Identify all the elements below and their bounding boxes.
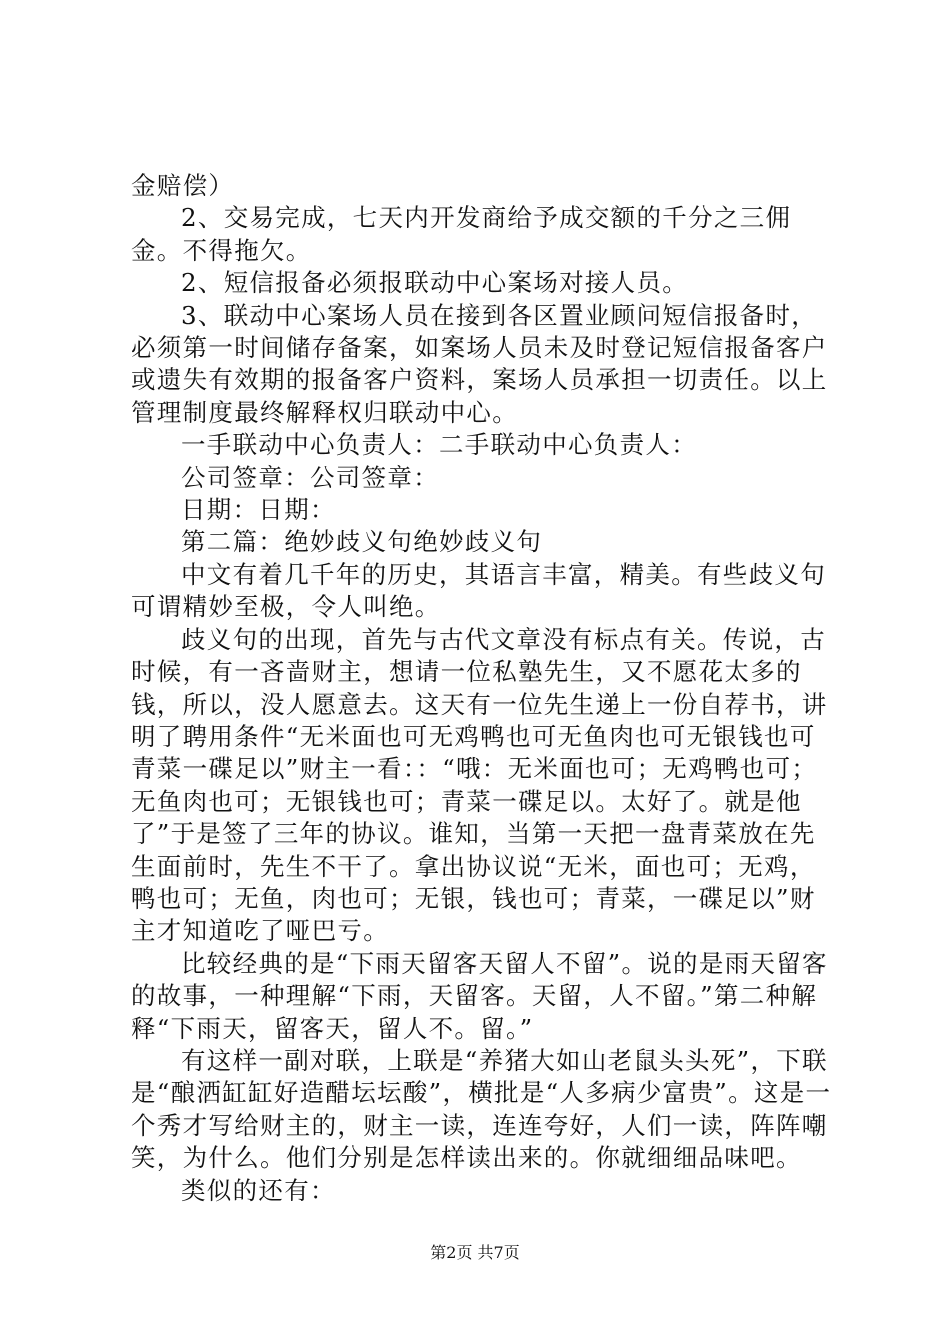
paragraph-9: 类似的还有： (181, 1175, 336, 1205)
signature-line-seal: 公司签章：公司签章： (181, 462, 439, 492)
section-heading: 第二篇：绝妙歧义句绝妙歧义句 (181, 527, 543, 557)
signature-line-date: 日期：日期： (181, 495, 336, 525)
paragraph-2: 2、交易完成，七天内开发商给予成交额的千分之三佣金。不得拖欠。 (131, 203, 792, 265)
paragraph-4: 3、联动中心案场人员在接到各区置业顾问短信报备时，必须第一时间储存备案，如案场人员未及时登记短信报备客户或遗失有效期的报备客户资料，案场人员承担一切责任。以上管理制度最终解释权归联动中心。 (131, 300, 828, 427)
document-body (131, 170, 835, 1207)
page-number: 第2页 共7页 (430, 1243, 520, 1262)
paragraph-8: 有这样一副对联，上联是“养猪大如山老鼠头头死”，下联是“酿洒缸缸好造醋坛坛酸”，横批是“人多病少富贵”。这是一个秀才写给财主的，财主一读，连连夸好，人们一读，阵阵嘲笑，为什么。他们分别是怎样读出来的。你就细细品味吧。 (131, 1045, 832, 1173)
signature-line-responsible: 一手联动中心负责人：二手联动中心负责人： (181, 430, 697, 460)
page-footer (0, 1242, 950, 1264)
paragraph-3: 2、短信报备必须报联动中心案场对接人员。 (181, 268, 689, 298)
paragraph-5: 中文有着几千年的历史，其语言丰富，精美。有些歧义句可谓精妙至极，令人叫绝。 (131, 559, 826, 622)
paragraph-6: 歧义句的出现，首先与古代文章没有标点有关。传说，古时候，有一吝啬财主，想请一位私塾先生，又不愿花太多的钱，所以，没人愿意去。这天有一位先生递上一份自荐书，讲明了聘用条件“无米面也可无鸡鸭也可无鱼肉也可无银钱也可青菜一碟足以”财主一看：：“哦：无米面也可；无鸡鸭也可；无鱼肉也可；无银钱也可；青菜一碟足以。太好了。就是他了”于是签了三年的协议。谁知，当第一天把一盘青菜放在先生面前时，先生不干了。拿出协议说“无米，面也可；无鸡，鸭也可；无鱼，肉也可；无银，钱也可；青菜，一碟足以”财主才知道吃了哑巴亏。 (131, 624, 828, 946)
paragraph-7: 比较经典的是“下雨天留客天留人不留”。说的是雨天留客的故事，一种理解“下雨，天留客。天留，人不留。”第二种解释“下雨天，留客天，留人不。留。” (131, 948, 828, 1043)
paragraph-1: 金赔偿） (131, 171, 235, 200)
